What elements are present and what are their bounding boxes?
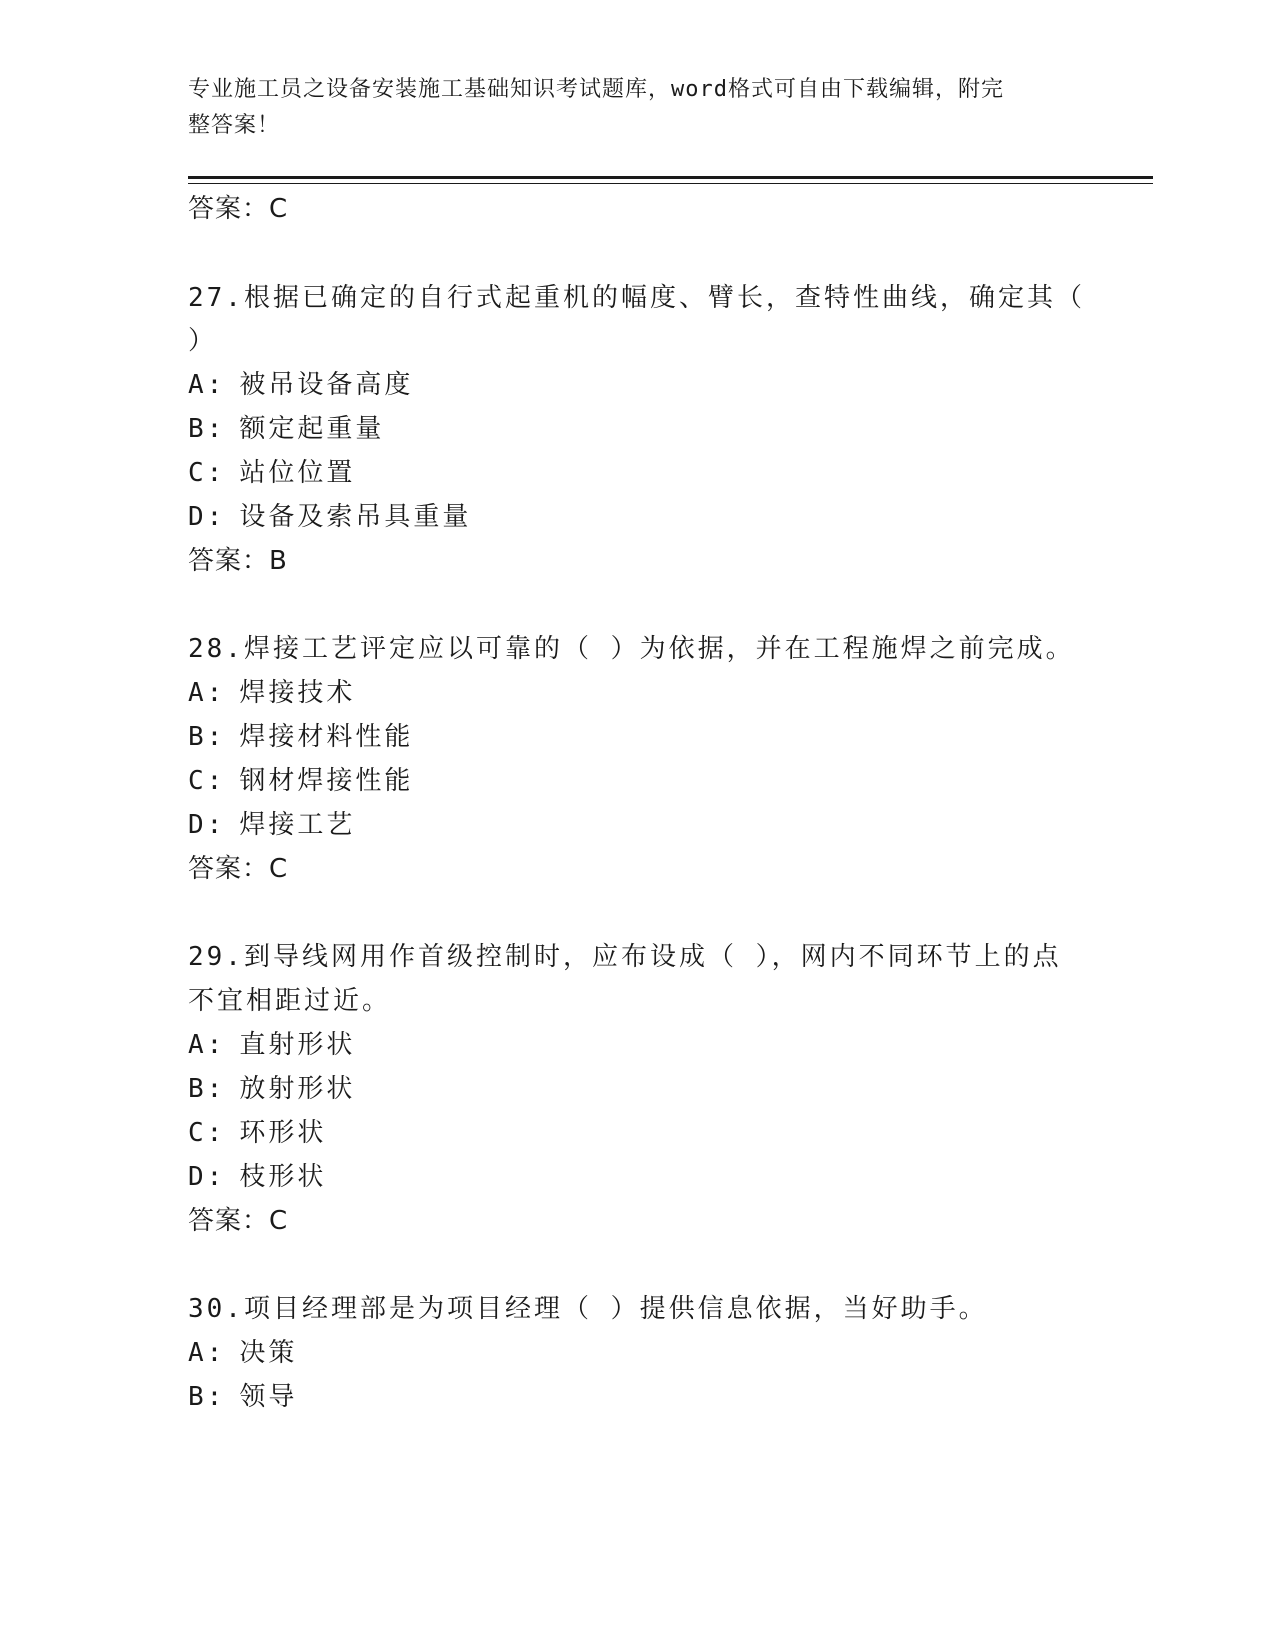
option-key: B:: [188, 1382, 226, 1412]
option-key: C:: [188, 766, 226, 796]
option-text: 设备及索吊具重量: [239, 502, 472, 532]
option-key: D:: [188, 502, 226, 532]
option-text: 焊接工艺: [239, 810, 356, 840]
option-key: D:: [188, 1162, 226, 1192]
question-29-stem-cont: 不宜相距过近。: [188, 986, 392, 1016]
document-header: [188, 72, 1068, 144]
option-text: 枝形状: [239, 1162, 327, 1192]
option-key: B:: [188, 414, 226, 444]
option-text: 被吊设备高度: [239, 370, 414, 400]
question-30-stem: 30.项目经理部是为项目经理（ ）提供信息依据，当好助手。: [188, 1294, 988, 1324]
header-divider-thin: [188, 183, 1153, 184]
question-27-option-d: [188, 495, 471, 539]
option-text: 站位位置: [239, 458, 356, 488]
question-29-option-a: [188, 1023, 355, 1067]
option-key: A:: [188, 678, 226, 708]
question-27-option-a: [188, 363, 413, 407]
question-29-answer: 答案：C: [188, 1206, 289, 1236]
option-key: A:: [188, 1338, 226, 1368]
option-key: A:: [188, 370, 226, 400]
option-text: 焊接技术: [239, 678, 356, 708]
option-text: 额定起重量: [239, 414, 385, 444]
option-text: 领导: [239, 1382, 298, 1412]
question-28-option-c: [188, 759, 413, 803]
answer-previous: 答案：C: [188, 194, 289, 224]
question-27-stem-cont: ）: [188, 326, 218, 356]
option-text: 放射形状: [239, 1074, 356, 1104]
question-29-option-b: [188, 1067, 355, 1111]
option-key: C:: [188, 458, 226, 488]
option-text: 环形状: [239, 1118, 327, 1148]
option-key: D:: [188, 810, 226, 840]
question-29-option-c: [188, 1111, 326, 1155]
question-28-stem: 28.焊接工艺评定应以可靠的（ ）为依据，并在工程施焊之前完成。: [188, 634, 1075, 664]
question-28-option-b: [188, 715, 413, 759]
option-text: 直射形状: [239, 1030, 356, 1060]
option-key: B:: [188, 722, 226, 752]
option-key: A:: [188, 1030, 226, 1060]
question-27-option-c: [188, 451, 355, 495]
option-text: 钢材焊接性能: [239, 766, 414, 796]
question-27-option-b: [188, 407, 384, 451]
option-text: 焊接材料性能: [239, 722, 414, 752]
header-line-1: 专业施工员之设备安装施工基础知识考试题库，word格式可自由下载编辑，附完: [188, 77, 1004, 102]
question-27-answer: 答案：B: [188, 546, 288, 576]
header-divider-thick: [188, 176, 1153, 179]
question-30-option-b: [188, 1375, 297, 1419]
question-28-answer: 答案：C: [188, 854, 289, 884]
question-27-stem: 27.根据已确定的自行式起重机的幅度、臂长，查特性曲线，确定其（: [188, 283, 1085, 313]
question-30-option-a: [188, 1331, 297, 1375]
header-line-2: 整答案！: [188, 113, 281, 138]
option-key: C:: [188, 1118, 226, 1148]
question-29-stem: 29.到导线网用作首级控制时，应布设成（ ），网内不同环节上的点: [188, 942, 1062, 972]
option-text: 决策: [239, 1338, 298, 1368]
question-28-option-a: [188, 671, 355, 715]
option-key: B:: [188, 1074, 226, 1104]
question-29-option-d: [188, 1155, 326, 1199]
question-28-option-d: [188, 803, 355, 847]
